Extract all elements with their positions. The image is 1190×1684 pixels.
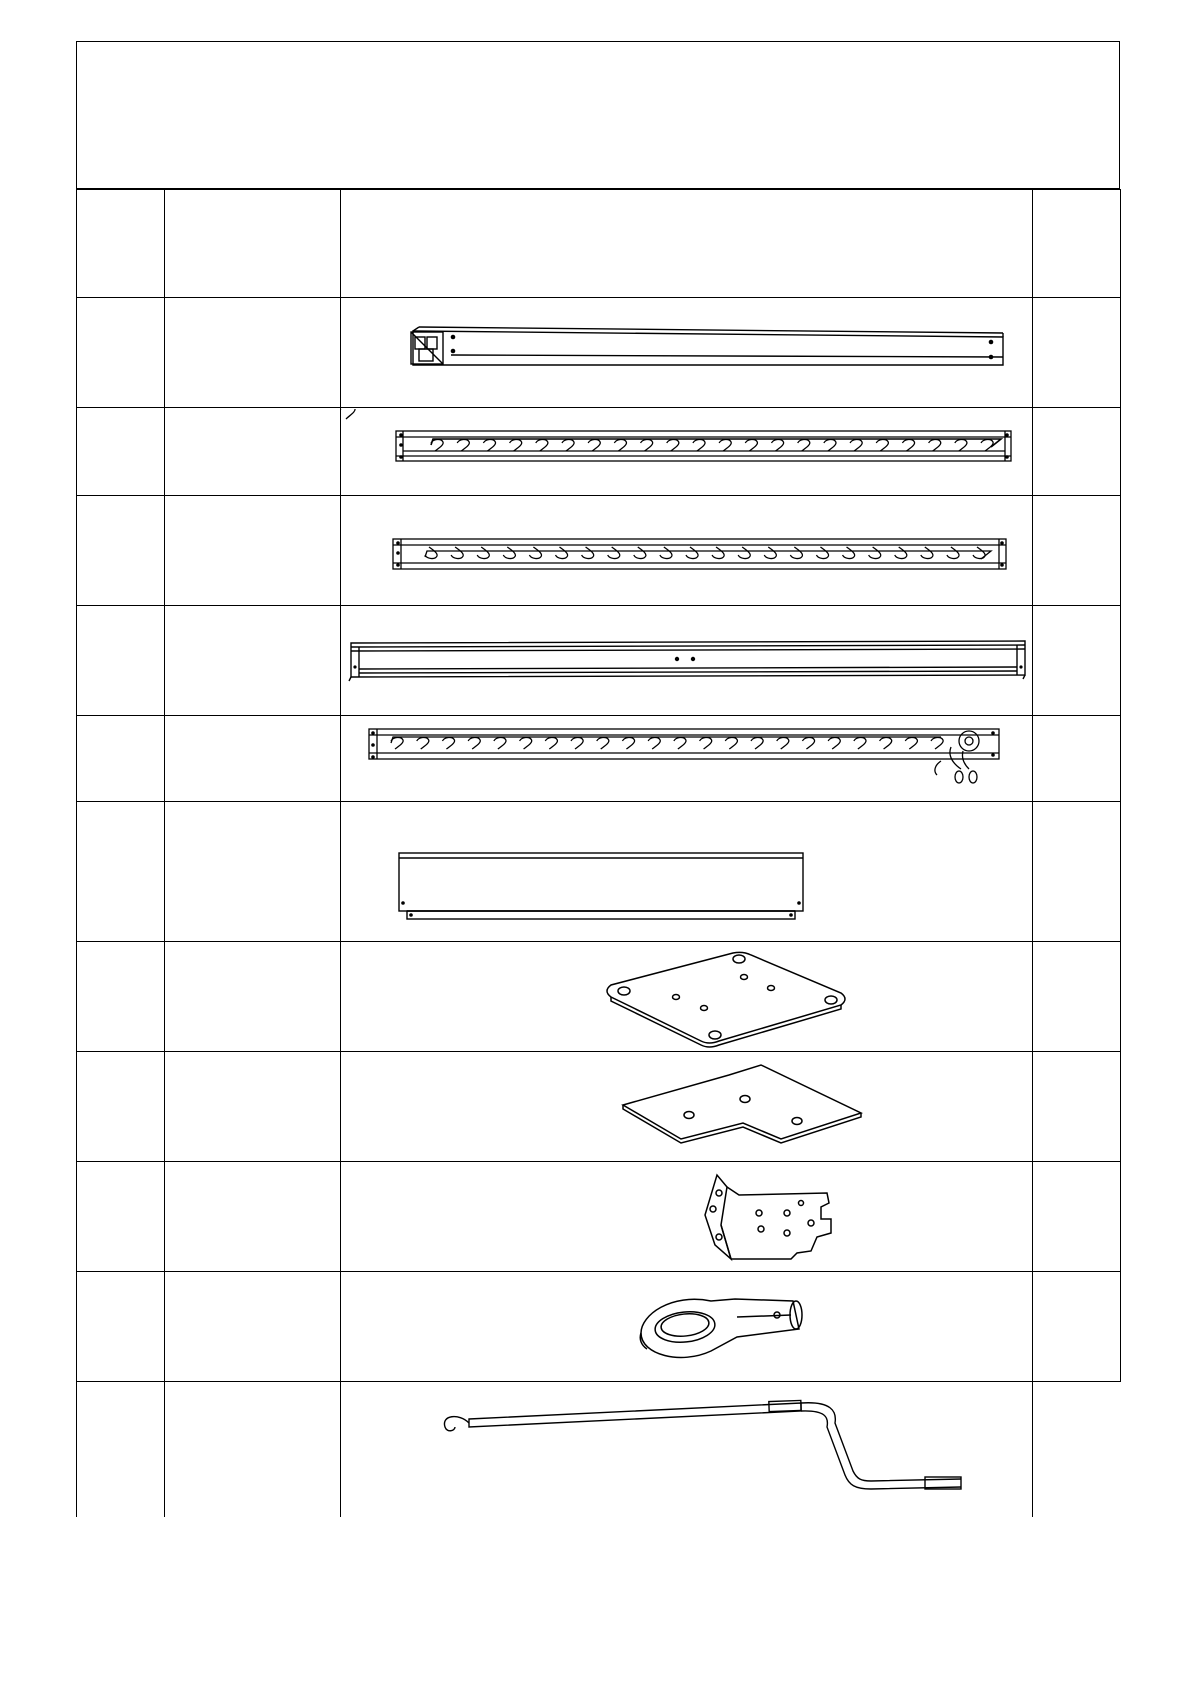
hook-rail-top-icon (341, 409, 1033, 495)
cell-picture (341, 1052, 1033, 1162)
cell-no (77, 802, 165, 942)
cell-picture (341, 408, 1033, 496)
rail-hook-icon (477, 547, 489, 559)
rail-hook-icon (555, 547, 567, 559)
table-row (77, 408, 1121, 496)
rail-hook-icon (520, 737, 532, 749)
table-row (77, 942, 1121, 1052)
rail-hook-icon (529, 547, 541, 559)
cell-picture (341, 942, 1033, 1052)
long-beam-icon (341, 607, 1033, 715)
cell-qty (1033, 606, 1121, 716)
rail-hook-icon (660, 547, 672, 559)
table-row (77, 606, 1121, 716)
rail-hook-icon (457, 439, 469, 451)
rail-hook-icon (921, 547, 933, 559)
rail-hook-icon (614, 439, 626, 451)
rail-hook-icon (850, 439, 862, 451)
rail-hook-icon (536, 439, 548, 451)
cell-picture (341, 1272, 1033, 1382)
rail-hook-icon (719, 439, 731, 451)
rail-hook-icon (843, 547, 855, 559)
rail-hook-icon (667, 439, 679, 451)
rail-hook-icon (510, 439, 522, 451)
cell-no (77, 408, 165, 496)
cell-no (77, 1052, 165, 1162)
header-name (165, 190, 341, 298)
table-row (77, 1272, 1121, 1382)
title-box (76, 41, 1120, 189)
header-row (77, 190, 1121, 298)
rail-hook-icon (931, 737, 943, 749)
cell-qty (1033, 298, 1121, 408)
rail-hook-icon (764, 547, 776, 559)
cell-qty (1033, 408, 1121, 496)
cell-qty (1033, 1052, 1121, 1162)
rail-hook-icon (981, 439, 993, 451)
base-plate-corner-icon (341, 1053, 1033, 1161)
rail-hook-icon (451, 547, 463, 559)
rail-hook-icon (562, 439, 574, 451)
table-row (77, 802, 1121, 942)
cell-name (165, 1052, 341, 1162)
rail-hook-icon (634, 547, 646, 559)
rail-hook-icon (771, 439, 783, 451)
rail-hook-icon (828, 737, 840, 749)
header-qty (1033, 190, 1121, 298)
cell-name (165, 942, 341, 1052)
table-row (77, 496, 1121, 606)
base-plate-square-icon (341, 943, 1033, 1051)
rail-hook-icon (802, 737, 814, 749)
cell-no (77, 716, 165, 802)
cell-picture (341, 496, 1033, 606)
crank-handle-icon (341, 1383, 1033, 1516)
cell-name (165, 1162, 341, 1272)
rail-hook-icon (494, 737, 506, 749)
rail-hook-icon (468, 737, 480, 749)
table-row (77, 716, 1121, 802)
rail-hook-icon (545, 737, 557, 749)
post-beam-icon (341, 299, 1033, 407)
rail-hook-icon (571, 737, 583, 749)
rail-hook-icon (876, 439, 888, 451)
rail-hook-icon (417, 737, 429, 749)
cell-picture (341, 606, 1033, 716)
rail-hook-icon (751, 737, 763, 749)
cell-no (77, 496, 165, 606)
rail-hook-icon (588, 439, 600, 451)
rail-hook-icon (693, 439, 705, 451)
cell-name (165, 606, 341, 716)
cell-qty (1033, 1162, 1121, 1272)
cell-qty (1033, 496, 1121, 606)
cell-name (165, 1272, 341, 1382)
rail-hook-icon (869, 547, 881, 559)
rail-hook-icon (641, 439, 653, 451)
rail-hook-icon (483, 439, 495, 451)
rail-hook-icon (745, 439, 757, 451)
hook-rail-bottom-icon (341, 497, 1033, 605)
rail-hook-icon (622, 737, 634, 749)
cell-picture (341, 1382, 1033, 1517)
cell-no (77, 1382, 165, 1517)
rail-hook-icon (725, 737, 737, 749)
rail-hook-icon (895, 547, 907, 559)
cell-name (165, 496, 341, 606)
header-no (77, 190, 165, 298)
rail-hook-icon (880, 737, 892, 749)
cell-picture (341, 802, 1033, 942)
table-row (77, 1162, 1121, 1272)
rail-hook-icon (955, 439, 967, 451)
cell-name (165, 802, 341, 942)
table-row (77, 1052, 1121, 1162)
cell-no (77, 606, 165, 716)
rail-hook-icon (700, 737, 712, 749)
hook-rail-with-pulley-icon (341, 717, 1033, 801)
cell-qty (1033, 1272, 1121, 1382)
parts-table (76, 189, 1121, 1517)
rail-hook-icon (686, 547, 698, 559)
cell-name (165, 1382, 341, 1517)
cell-name (165, 298, 341, 408)
cell-picture (341, 1162, 1033, 1272)
cell-qty (1033, 802, 1121, 942)
bent-bracket-icon (341, 1163, 1033, 1271)
cell-qty (1033, 1382, 1121, 1517)
cell-no (77, 942, 165, 1052)
rail-hook-icon (929, 439, 941, 451)
cell-no (77, 1272, 165, 1382)
rail-hook-icon (798, 439, 810, 451)
rail-hook-icon (905, 737, 917, 749)
short-channel-icon (341, 803, 1033, 941)
rail-hook-icon (391, 737, 403, 749)
rail-hook-icon (431, 439, 443, 451)
cell-picture (341, 298, 1033, 408)
rail-hook-icon (947, 547, 959, 559)
rail-hook-icon (503, 547, 515, 559)
cell-no (77, 1162, 165, 1272)
cell-qty (1033, 716, 1121, 802)
rail-hook-icon (674, 737, 686, 749)
rail-hook-icon (824, 439, 836, 451)
rail-hook-icon (777, 737, 789, 749)
rail-hook-icon (816, 547, 828, 559)
rail-hook-icon (902, 439, 914, 451)
cell-picture (341, 716, 1033, 802)
rail-hook-icon (790, 547, 802, 559)
rail-hook-icon (738, 547, 750, 559)
cell-name (165, 716, 341, 802)
rail-hook-icon (582, 547, 594, 559)
header-picture (341, 190, 1033, 298)
rail-hook-icon (648, 737, 660, 749)
rail-hook-icon (712, 547, 724, 559)
table-row (77, 298, 1121, 408)
rail-hook-icon (854, 737, 866, 749)
cell-name (165, 408, 341, 496)
cell-qty (1033, 942, 1121, 1052)
rail-hook-icon (608, 547, 620, 559)
table-row (77, 1382, 1121, 1517)
rail-hook-icon (597, 737, 609, 749)
eye-fitting-icon (341, 1273, 1033, 1381)
rail-hook-icon (442, 737, 454, 749)
cell-no (77, 298, 165, 408)
